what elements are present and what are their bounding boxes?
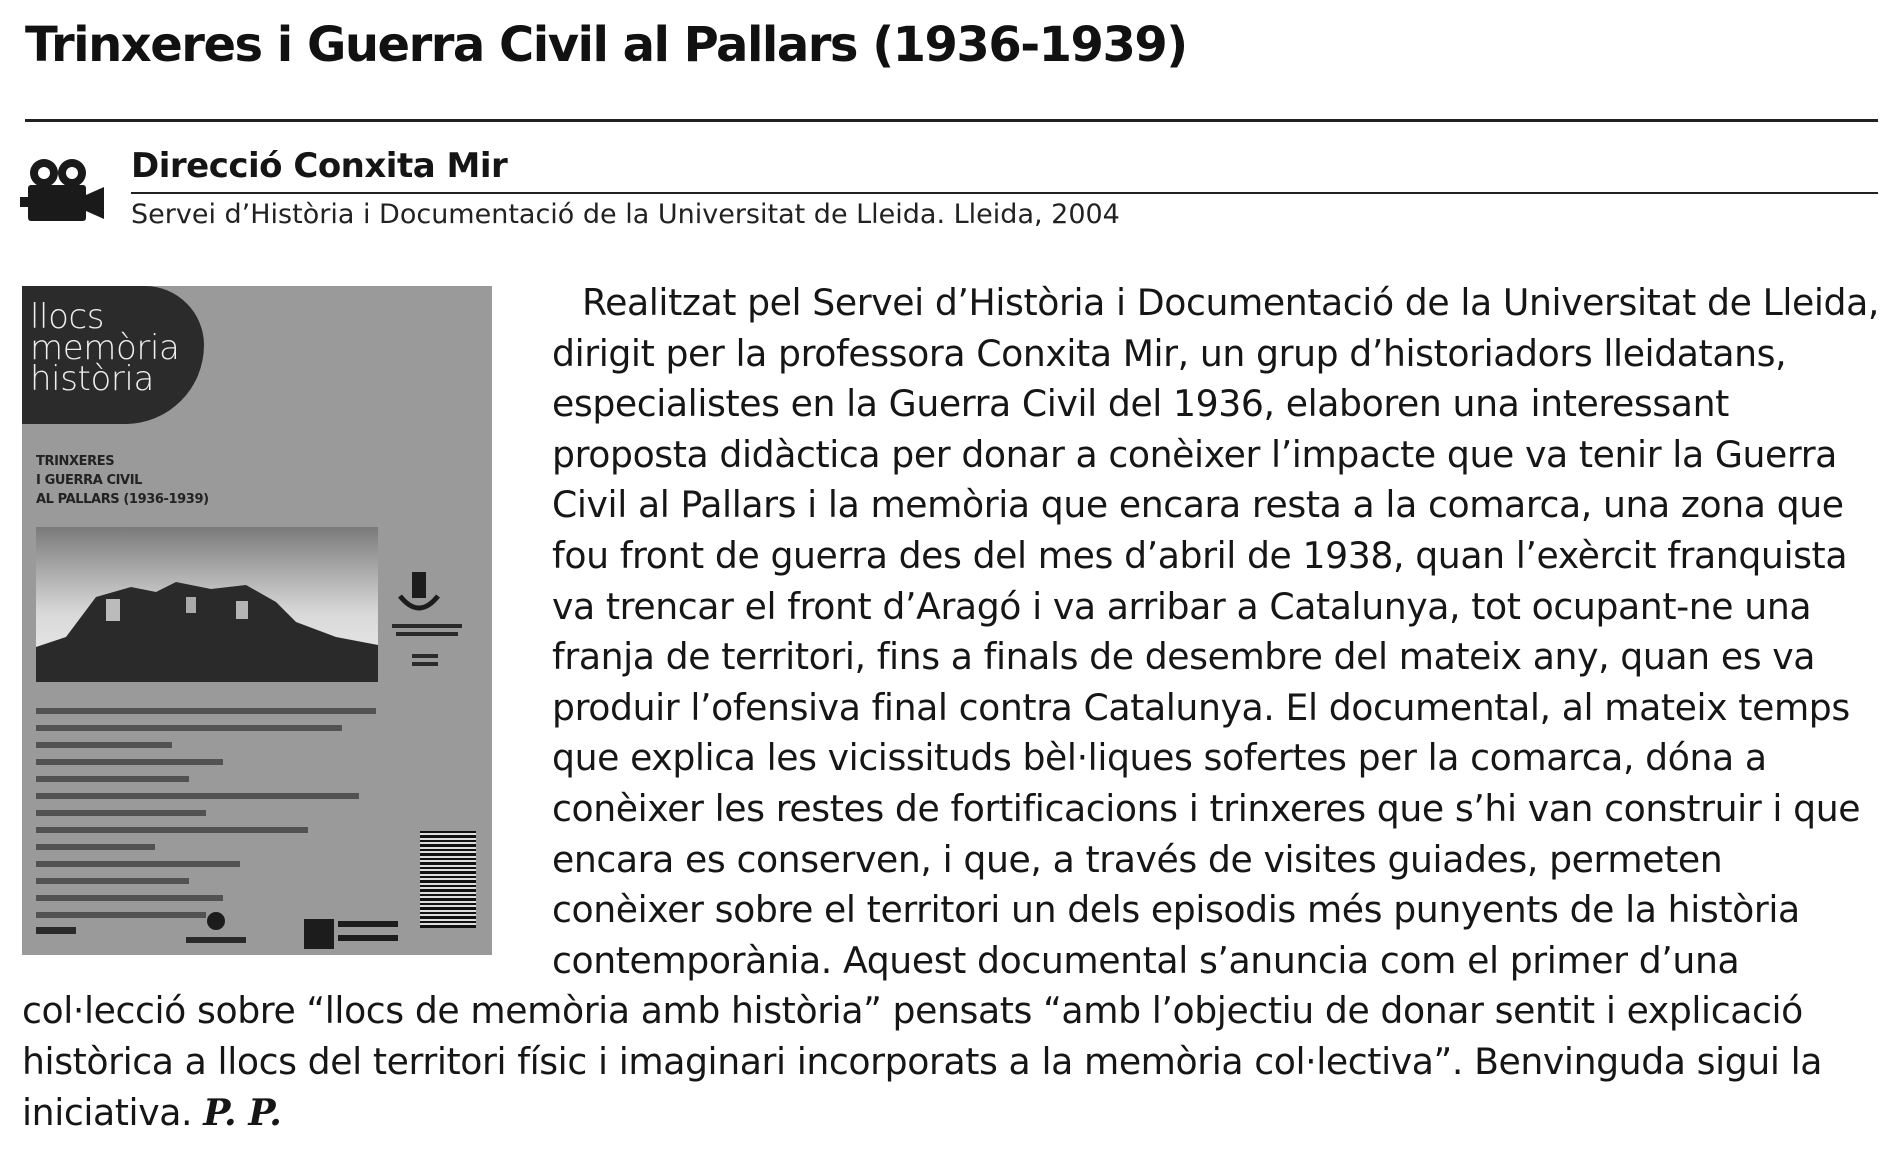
cover-series-line: llocs <box>30 297 105 337</box>
article-title: Trinxeres i Guerra Civil al Pallars (1936-1939) <box>25 17 1187 73</box>
title-divider <box>25 119 1878 122</box>
cover-series-label <box>30 297 230 399</box>
article-body-text: Realitzat pel Servei d’Història i Documentació de la Universitat de Lleida, dirigit per la professora Conxita Mir, un grup d’historiadors lleidatans, especialistes en la Guerra Civil del 1936, elaboren una interessant proposta didàctica per donar a conèixer l’impacte que va tenir la Guerra Civil al Pallars i la memòria que encara resta a la comarca, una zona que fou front de guerra des del mes d’abril de 1938, quan l’exèrcit franquista va trencar el front d’Aragó i va arribar a Catalunya, tot ocupant-ne una franja de territori, fins a finals de desembre del mateix any, quan es va produir l’ofensiva final contra Catalunya. El documental, al mateix temps que explica les vicissituds bèl·liques sofertes per la comarca, dóna a conèixer les restes de fortificacions i trinxeres que s’hi van construir i que encara es conserven, i que, a través de visites guiades, permeten conèixer sobre el territori un dels episodis més punyents de la història contemporània. Aquest documental s’anuncia com el primer d’una col·lecció sobre “llocs de memòria amb història” pensats “amb l’objectiu de donar sentit i explicació històrica a llocs del territori físic i imaginari incorporats a la memòria col·lectiva”. Benvinguda sigui la iniciativa. <box>22 281 1879 1134</box>
cover-series-line: memòria <box>30 328 180 368</box>
cover-title-line: I GUERRA CIVIL <box>36 473 143 488</box>
credit-divider <box>131 192 1878 194</box>
cover-university-emblem <box>382 568 472 678</box>
credit-direction: Direcció Conxita Mir <box>131 146 508 186</box>
credit-publisher: Servei d’Història i Documentació de la Universitat de Lleida. Lleida, 2004 <box>131 199 1120 230</box>
cover-photo-fortification <box>36 527 378 682</box>
cover-credits-block <box>36 708 376 929</box>
article-body <box>22 278 1880 1138</box>
film-camera-icon <box>20 155 106 227</box>
cover-title <box>36 452 226 509</box>
cover-series-line: història <box>30 359 154 399</box>
cover-title-line: AL PALLARS (1936-1939) <box>36 492 209 507</box>
dvd-cover-image <box>22 286 492 955</box>
cover-publisher-logos <box>36 911 476 951</box>
article-byline: P. P. <box>203 1090 282 1134</box>
cover-title-line: TRINXERES <box>36 454 115 469</box>
